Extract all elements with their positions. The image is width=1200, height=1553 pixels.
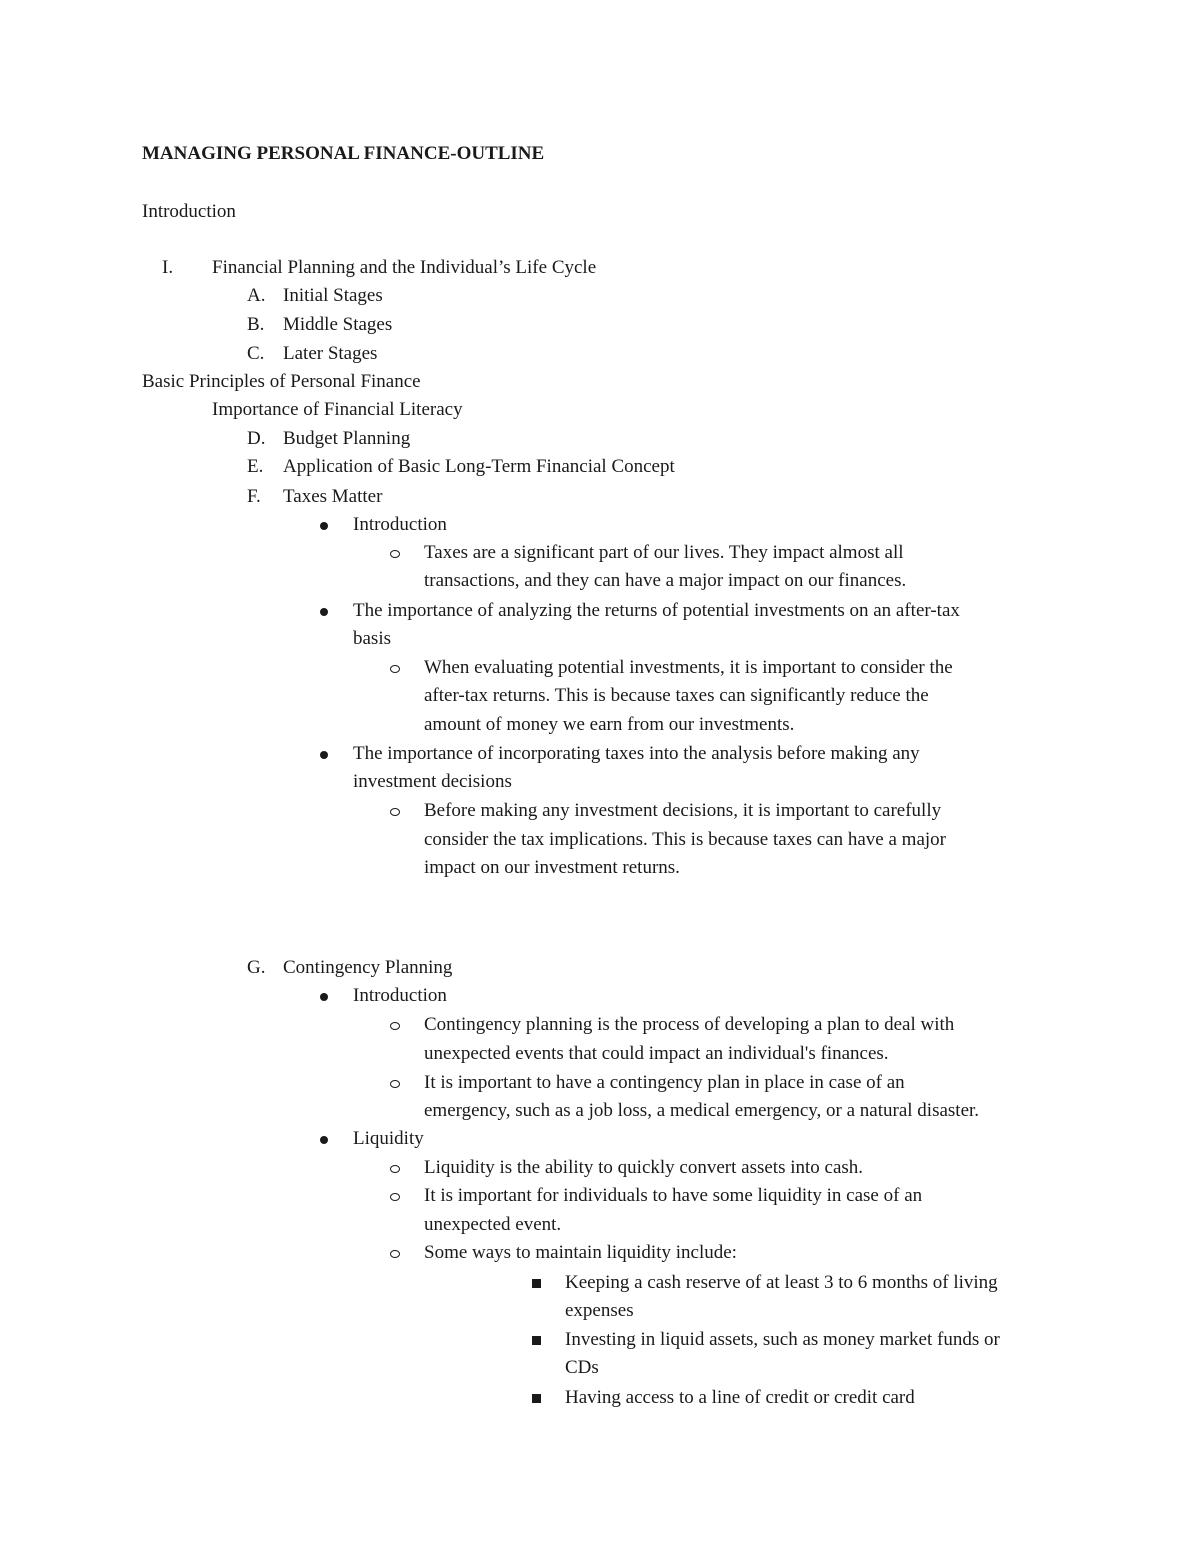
sub-bullet-text: transactions, and they can have a major impact on our finances. xyxy=(424,570,907,591)
sub-bullet-text: Taxes are a significant part of our lives. They impact almost all xyxy=(424,542,904,563)
section-numeral: I. xyxy=(162,257,174,278)
bullet-circle-icon xyxy=(390,550,400,558)
basic-principles-heading: Basic Principles of Personal Finance xyxy=(142,371,421,392)
sub-bullet-text: Liquidity is the ability to quickly convert assets into cash. xyxy=(424,1157,864,1178)
bullet-item: basis xyxy=(353,628,391,649)
bullet-dot-icon xyxy=(320,608,328,616)
bullet-circle-icon xyxy=(390,1022,400,1030)
intro-heading: Introduction xyxy=(142,201,236,222)
sub-bullet-text: amount of money we earn from our investments. xyxy=(424,714,795,735)
financial-literacy-heading: Importance of Financial Literacy xyxy=(212,399,463,420)
item-letter: G. xyxy=(247,957,266,978)
bullet-circle-icon xyxy=(390,665,400,673)
list-item: Later Stages xyxy=(283,343,378,364)
bullet-item: investment decisions xyxy=(353,771,512,792)
list-item: Initial Stages xyxy=(283,285,383,306)
section-heading: Financial Planning and the Individual’s Life Cycle xyxy=(212,257,597,278)
list-item: Budget Planning xyxy=(283,428,411,449)
bullet-square-icon xyxy=(532,1336,541,1345)
sub-bullet-text: consider the tax implications. This is because taxes can have a major xyxy=(424,829,946,850)
sub-bullet-text: Before making any investment decisions, it is important to carefully xyxy=(424,800,942,821)
sub-sub-bullet-text: expenses xyxy=(565,1300,634,1321)
sub-bullet-text: Contingency planning is the process of developing a plan to deal with xyxy=(424,1014,955,1035)
sub-bullet-text: emergency, such as a job loss, a medical emergency, or a natural disaster. xyxy=(424,1100,980,1121)
bullet-circle-icon xyxy=(390,1250,400,1258)
bullet-item: Introduction xyxy=(353,514,447,535)
sub-sub-bullet-text: Keeping a cash reserve of at least 3 to 6 months of living xyxy=(565,1272,998,1293)
bullet-dot-icon xyxy=(320,751,328,759)
item-letter: A. xyxy=(247,285,266,306)
bullet-item: The importance of incorporating taxes into the analysis before making any xyxy=(353,743,920,764)
bullet-dot-icon xyxy=(320,522,328,530)
bullet-item: Introduction xyxy=(353,985,447,1006)
sub-bullet-text: unexpected event. xyxy=(424,1214,562,1235)
list-item: Application of Basic Long-Term Financial Concept xyxy=(283,456,675,477)
sub-bullet-text: impact on our investment returns. xyxy=(424,857,680,878)
list-item: Middle Stages xyxy=(283,314,393,335)
sub-sub-bullet-text: Having access to a line of credit or credit card xyxy=(565,1387,915,1408)
bullet-square-icon xyxy=(532,1279,541,1288)
list-item: Contingency Planning xyxy=(283,957,453,978)
bullet-circle-icon xyxy=(390,1193,400,1201)
item-letter: B. xyxy=(247,314,265,335)
sub-bullet-text: unexpected events that could impact an individual's finances. xyxy=(424,1043,889,1064)
sub-sub-bullet-text: Investing in liquid assets, such as money market funds or xyxy=(565,1329,1000,1350)
item-letter: C. xyxy=(247,343,265,364)
sub-bullet-text: It is important for individuals to have some liquidity in case of an xyxy=(424,1185,923,1206)
list-item: Taxes Matter xyxy=(283,486,383,507)
bullet-square-icon xyxy=(532,1394,541,1403)
item-letter: F. xyxy=(247,486,261,507)
document-title: MANAGING PERSONAL FINANCE-OUTLINE xyxy=(142,143,545,164)
bullet-item: The importance of analyzing the returns of potential investments on an after-tax xyxy=(353,600,960,621)
bullet-dot-icon xyxy=(320,993,328,1001)
bullet-circle-icon xyxy=(390,1080,400,1088)
bullet-circle-icon xyxy=(390,1165,400,1173)
sub-bullet-text: When evaluating potential investments, it is important to consider the xyxy=(424,657,953,678)
bullet-dot-icon xyxy=(320,1136,328,1144)
bullet-item: Liquidity xyxy=(353,1128,424,1149)
item-letter: E. xyxy=(247,456,264,477)
sub-bullet-text: after-tax returns. This is because taxes can significantly reduce the xyxy=(424,685,929,706)
sub-bullet-text: It is important to have a contingency plan in place in case of an xyxy=(424,1072,905,1093)
bullet-circle-icon xyxy=(390,808,400,816)
sub-bullet-text: Some ways to maintain liquidity include: xyxy=(424,1242,737,1263)
item-letter: D. xyxy=(247,428,266,449)
sub-sub-bullet-text: CDs xyxy=(565,1357,599,1378)
